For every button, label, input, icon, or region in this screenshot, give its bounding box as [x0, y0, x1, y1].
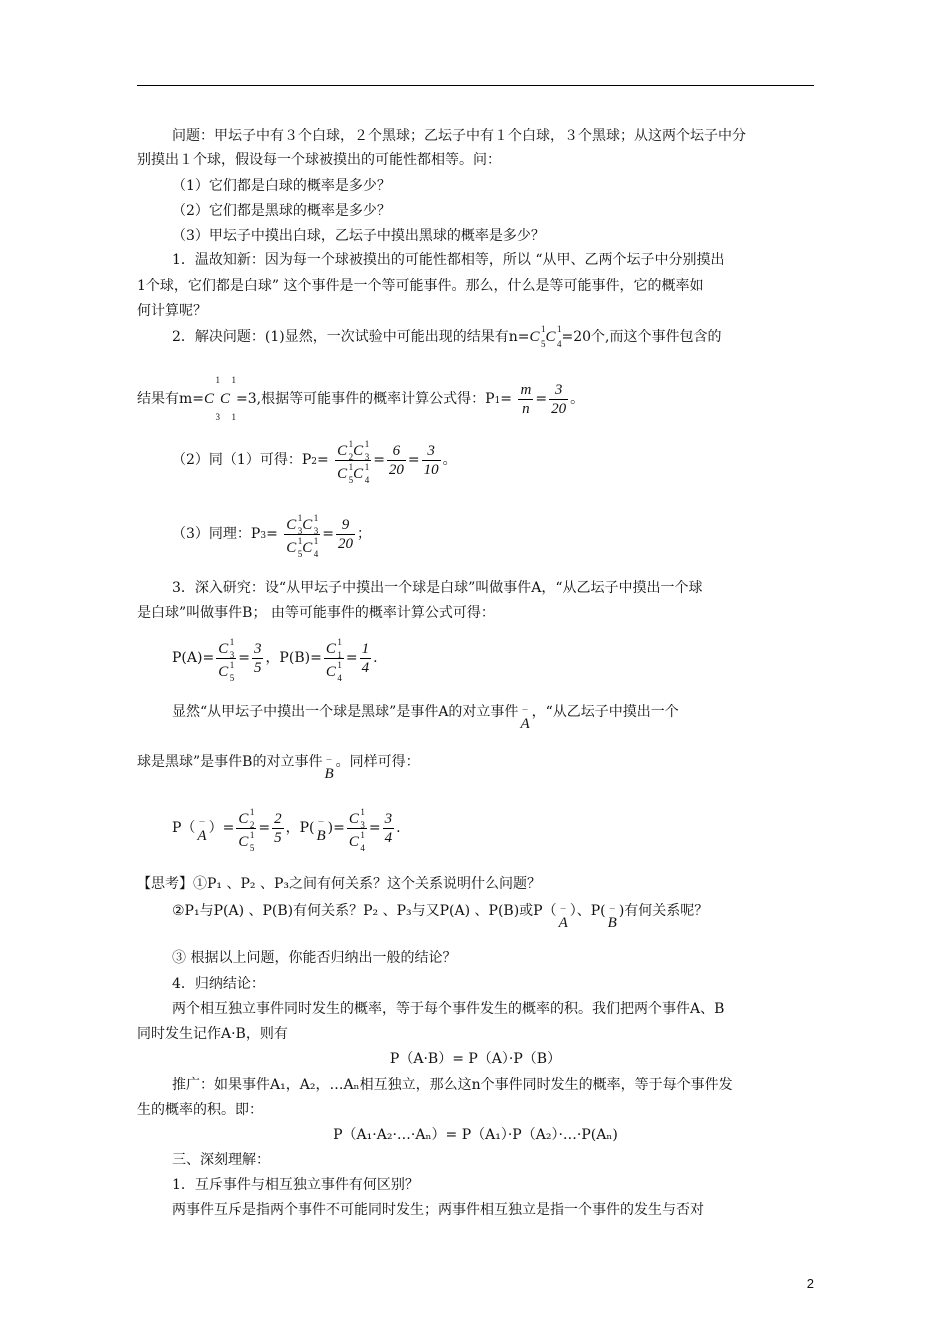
question-1: （1）它们都是白球的概率是多少？ [172, 178, 391, 194]
numerator: 3 [384, 810, 393, 827]
semicolon: ； [357, 526, 372, 542]
general-formula: P（A₁·A₂·…·Aₙ）= P（A₁）·P（A₂）·…·P(Aₙ) [333, 1127, 618, 1143]
complement-a: _ A [557, 913, 570, 933]
think-line-3: ③ 根据以上问题，你能否归纳出一般的结论？ [172, 950, 457, 966]
complement-a: _ A [195, 808, 208, 864]
period: . [373, 650, 378, 666]
opposite-line-2 [137, 752, 420, 782]
text: 。同样可得： [335, 754, 420, 770]
numerator: 9 [336, 516, 355, 535]
equals: = [316, 452, 329, 468]
combination-c51: C 1 5 [529, 324, 546, 349]
numerator: 1 [361, 640, 370, 657]
complement-b: _ B [606, 913, 619, 933]
think-line-1: 【思考】①P₁ 、P₂ 、P₃之间有何关系？这个关系说明什么问题？ [137, 876, 541, 892]
fraction-p2b [422, 442, 441, 479]
text: )= [327, 820, 345, 836]
denominator: n [522, 400, 530, 417]
fraction-combinations: C 1 3 C 1 3 C 1 5 C 1 4 [286, 512, 319, 559]
understand-heading: 三、深刻理解： [172, 1152, 270, 1168]
question-2: （2）它们都是黑球的概率是多少？ [172, 203, 391, 219]
understand-answer: 两事件互斥是指两个事件不可能同时发生；两事件相互独立是指一个事件的发生与否对 [172, 1202, 704, 1218]
question-3: （3）甲坛子中摸出白球，乙坛子中摸出黑球的概率是多少？ [172, 228, 545, 244]
period: 。 [442, 452, 457, 468]
subscript: 2 [311, 457, 317, 467]
subscript: 1 [494, 396, 501, 406]
numerator: 3 [422, 442, 441, 461]
equals: = [500, 391, 513, 407]
equals: = [266, 526, 278, 542]
combination-c31: C 1 3 [204, 375, 221, 422]
conclude-line-2: 同时发生记作A·B，则有 [137, 1026, 288, 1042]
extension-line-1: 推广：如果事件A₁，A₂，…Aₙ相互独立，那么这n个事件同时发生的概率，等于每个事件发 [172, 1077, 733, 1093]
review-line-1: 1．温故知新：因为每一个球被摸出的可能性都相等，所以 “从甲、乙两个坛子中分别摸出 [172, 252, 725, 268]
problem-line-2: 别摸出１个球，假设每一个球被摸出的可能性都相等。问： [137, 152, 501, 168]
problem-line-1: 问题：甲坛子中有３个白球，２个黑球；乙坛子中有１个白球，３个黑球；从这两个坛子中分 [172, 128, 746, 144]
numerator: m [520, 381, 532, 398]
solve-text: 2．解决问题：(1)显然，一次试验中可能出现的结果有n= [172, 329, 530, 345]
think-line-2 [172, 901, 709, 931]
denominator: 20 [338, 535, 354, 552]
solve-line-2: 结果有m=C 1 3 C 1 1 =3,根据等可能事件的概率计算公式得：P1= $\frac{m}{n}$ = $\frac{3}{20}$ 。 [137, 375, 585, 422]
combination-c11: C 1 1 [220, 375, 237, 422]
understand-question: 1．互斥事件与相互独立事件有何区别？ [172, 1177, 419, 1193]
page-number: 2 [806, 1276, 814, 1291]
denominator: 5 [274, 829, 282, 846]
denominator: 10 [423, 461, 439, 478]
text: ）= [208, 820, 235, 836]
text: ②P₁与P(A) 、P(B)有何关系？P₂ 、P₃与又P(A) 、P(B)或P（ [172, 903, 557, 919]
period: 。 [570, 391, 585, 407]
denominator: 20 [388, 461, 404, 478]
conclude-heading: 4．归纳结论： [172, 976, 265, 992]
solve-text: =3,根据等可能事件的概率计算公式得：P [236, 391, 495, 407]
pa-pb-formula: P(A)= C 1 3 C 1 5 = $\frac{3}{5}$ ，P(B)= C 1 1 C 1 4 = $\frac{1}{4}$ . [172, 636, 378, 683]
deep-line-1: 3．深入研究：设“从甲坛子中摸出一个球是白球”叫做事件A，“从乙坛子中摸出一个球 [172, 580, 703, 596]
review-line-3: 何计算呢？ [137, 303, 207, 319]
header-rule [137, 85, 814, 86]
pb-label: ，P(B)= [265, 650, 322, 666]
opposite-line-1 [172, 702, 679, 732]
denominator: 4 [384, 829, 393, 846]
review-line-2: 1个球，它们都是白球” 这个事件是一个等可能事件。那么，什么是等可能事件，它的概率如 [137, 278, 704, 294]
solve-text: 结果有m= [137, 391, 205, 407]
combination-c41: C 1 4 [545, 324, 562, 349]
text: P（ [172, 820, 196, 836]
solve-line-1 [172, 324, 722, 349]
numerator: 2 [274, 810, 282, 827]
complement-b: _ B [314, 808, 327, 864]
extension-line-2: 生的概率的积。即： [137, 1102, 263, 1118]
fraction-p1 [549, 381, 568, 418]
p2-label: （2）同（1）可得：P [172, 452, 312, 468]
text: )有何关系呢？ [618, 903, 709, 919]
numerator: 6 [387, 442, 406, 461]
fraction-combinations: C 1 2 C 1 3 C 1 5 C 1 4 [337, 438, 370, 485]
solve-p2: （2）同（1）可得：P2= C 1 2 C 1 3 C 1 5 C 1 4 = $\frac{6}{20}$ = $\frac{3}{10}$ 。 [172, 438, 457, 485]
fraction-m-over-n [518, 381, 533, 418]
numerator: 3 [253, 640, 262, 657]
p3-label: （3）同理：P [172, 526, 261, 542]
fraction-p2a [387, 442, 406, 479]
pa-label: P(A)= [172, 650, 215, 666]
solve-p3: （3）同理：P3= C 1 3 C 1 3 C 1 5 C 1 4 = $\frac{9}{20}$ ； [172, 512, 372, 559]
solve-text: =20个,而这个事件包含的 [561, 329, 722, 345]
period: . [396, 820, 401, 836]
denominator: 20 [551, 400, 567, 417]
text: 显然“从甲坛子中摸出一个球是黑球”是事件A的对立事件 [172, 704, 519, 720]
text: ，P( [285, 820, 315, 836]
numerator: 3 [549, 381, 568, 400]
text: ，“从乙坛子中摸出一个 [531, 704, 679, 720]
conclude-line-1: 两个相互独立事件同时发生的概率，等于每个事件发生的概率的积。我们把两个事件A、B [172, 1001, 725, 1017]
subscript: 3 [260, 531, 267, 541]
complement-b: _ B [322, 764, 335, 784]
deep-line-2: 是白球”叫做事件B； 由等可能事件的概率计算公式可得： [137, 605, 495, 621]
denominator: 5 [253, 659, 262, 676]
fraction-p3 [336, 516, 355, 553]
complement-formula: P（_ A ）= C 1 2 C 1 5 = $\frac{2}{5}$ ，P(_ B )= C 1 3 C 1 4 = $\frac{3}{4}$ . [172, 800, 401, 856]
independence-formula: P（A·B）= P（A）·P（B） [389, 1051, 562, 1067]
denominator: 4 [361, 659, 370, 676]
text: ）、P( [569, 903, 606, 919]
complement-a: _ A [518, 714, 531, 734]
text: 球是黑球”是事件B的对立事件 [137, 754, 323, 770]
